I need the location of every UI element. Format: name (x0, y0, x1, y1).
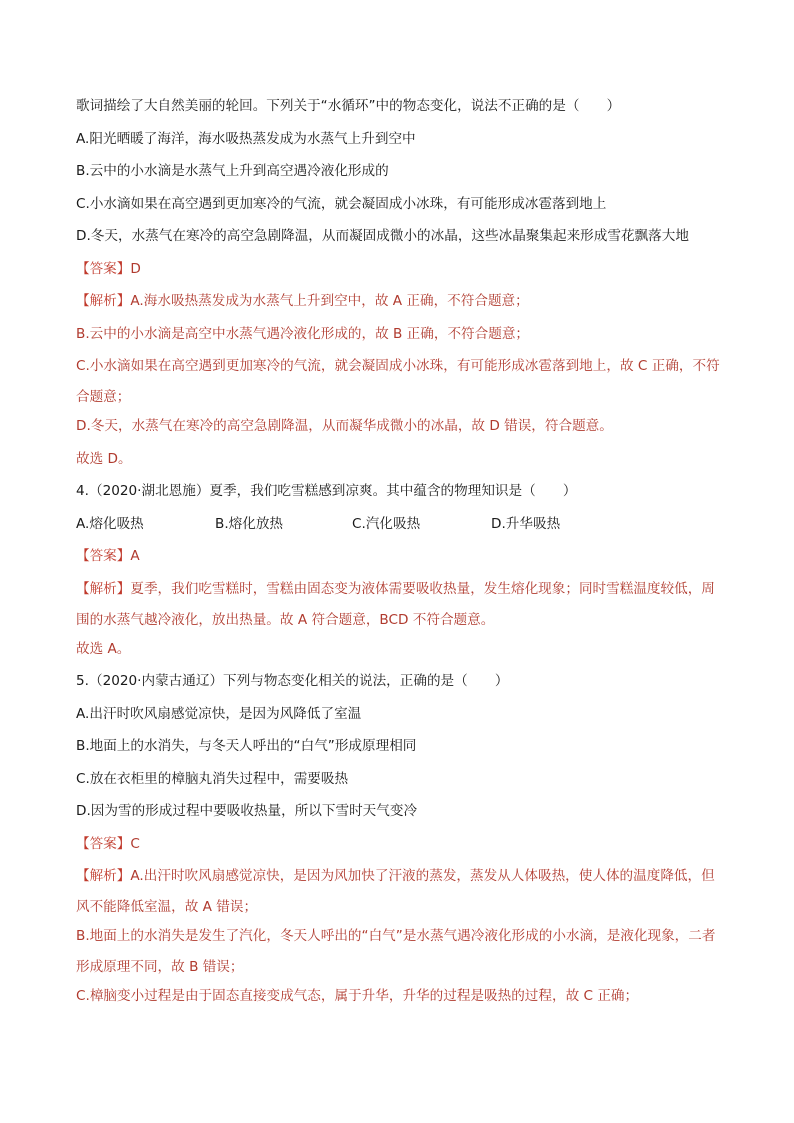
question-text: B.云中的小水滴是水蒸气上升到高空遇冷液化形成的 (76, 163, 389, 179)
analysis-text: 夏季，我们吃雪糕时，雪糕由固态变为液体需要吸收热量，发生熔化现象；同时雪糕温度较低，周围的水蒸气越冷液化，放出热量。故 A 符合题意，BCD 不符合题意。 (76, 580, 715, 628)
analysis-text: D.冬天，水蒸气在寒冷的高空急剧降温，从而凝华成微小的冰晶，故 D 错误，符合题意。 (76, 418, 613, 434)
answer-line (76, 259, 724, 280)
analysis-line (76, 291, 724, 312)
question-line (76, 96, 724, 117)
analysis-line (76, 639, 724, 660)
analysis-line (76, 921, 724, 983)
analysis-text: B.地面上的水消失是发生了汽化，冬天人呼出的“白气”是水蒸气遇冷液化形成的小水滴，是液化现象，二者形成原理不同，故 B 错误； (76, 928, 716, 975)
question-text: C.放在衣柜里的樟脑丸消失过程中，需要吸热 (76, 770, 349, 787)
question-text: 5.（2020·内蒙古通辽）下列与物态变化相关的说法，正确的是（ ） (76, 673, 509, 689)
answer-tag: 【答案】 (76, 260, 131, 277)
document-page (76, 96, 724, 1019)
question-text: A.出汗时吹风扇感觉凉快，是因为风降低了室温 (76, 705, 362, 722)
analysis-text: B.云中的小水滴是高空中水蒸气遇冷液化形成的，故 B 正确，不符合题意； (76, 325, 530, 342)
analysis-line (76, 986, 724, 1007)
analysis-line (76, 574, 724, 636)
analysis-text: C.小水滴如果在高空遇到更加寒冷的气流，就会凝固成小冰珠，有可能形成冰雹落到地上，故 C 正确，不符合题意； (76, 358, 720, 405)
question-line (76, 129, 724, 150)
question-line (76, 481, 724, 502)
analysis-line (76, 449, 724, 470)
question-text: C.小水滴如果在高空遇到更加寒冷的气流，就会凝固成小冰珠，有可能形成冰雹落到地上 (76, 195, 607, 212)
options-row (76, 514, 724, 535)
question-text: D.因为雪的形成过程中要吸收热量，所以下雪时天气变冷 (76, 803, 418, 819)
analysis-text: A.出汗时吹风扇感觉凉快，是因为风加快了汗液的蒸发，蒸发从人体吸热，使人体的温度降低，但风不能降低室温，故 A 错误； (76, 868, 715, 915)
question-text: 4.（2020·湖北恩施）夏季，我们吃雪糕感到凉爽。其中蕴含的物理知识是（ ） (76, 483, 577, 499)
answer-line (76, 546, 724, 567)
question-line (76, 801, 724, 822)
answer-text: A (130, 548, 140, 564)
answer-text: D (130, 260, 141, 277)
option-item: A.熔化吸热 (76, 515, 144, 532)
analysis-line (76, 324, 724, 345)
analysis-text: C.樟脑变小过程是由于固态直接变成气态，属于升华，升华的过程是吸热的过程，故 C 正确； (76, 988, 639, 1004)
analysis-tag: 【解析】 (76, 580, 131, 597)
option-item: B.熔化放热 (215, 515, 284, 532)
analysis-text: A.海水吸热蒸发成为水蒸气上升到空中，故 A 正确，不符合题意； (130, 293, 529, 309)
option-item: D.升华吸热 (491, 515, 561, 532)
analysis-text: 故选 D。 (76, 450, 132, 467)
analysis-tag: 【解析】 (76, 868, 131, 884)
analysis-text: 故选 A。 (76, 640, 131, 657)
analysis-line (76, 861, 724, 923)
question-text: A.阳光晒暖了海洋，海水吸热蒸发成为水蒸气上升到空中 (76, 130, 416, 147)
answer-text: C (130, 835, 140, 852)
question-line (76, 704, 724, 725)
option-item: C.汽化吸热 (352, 515, 421, 532)
question-line (76, 161, 724, 182)
question-line (76, 226, 724, 247)
question-line (76, 769, 724, 790)
answer-line (76, 834, 724, 855)
analysis-line (76, 416, 724, 437)
analysis-line (76, 351, 724, 413)
question-line (76, 194, 724, 215)
question-text: D.冬天，水蒸气在寒冷的高空急剧降温，从而凝固成微小的冰晶，这些冰晶聚集起来形成雪花飘落大地 (76, 228, 689, 244)
question-text: 歌词描绘了大自然美丽的轮回。下列关于“水循环”中的物态变化，说法不正确的是（ ） (76, 98, 621, 114)
analysis-tag: 【解析】 (76, 293, 131, 309)
answer-tag: 【答案】 (76, 548, 131, 564)
question-text: B.地面上的水消失，与冬天人呼出的“白气”形成原理相同 (76, 738, 417, 754)
question-line (76, 736, 724, 757)
question-line (76, 671, 724, 692)
answer-tag: 【答案】 (76, 835, 131, 852)
